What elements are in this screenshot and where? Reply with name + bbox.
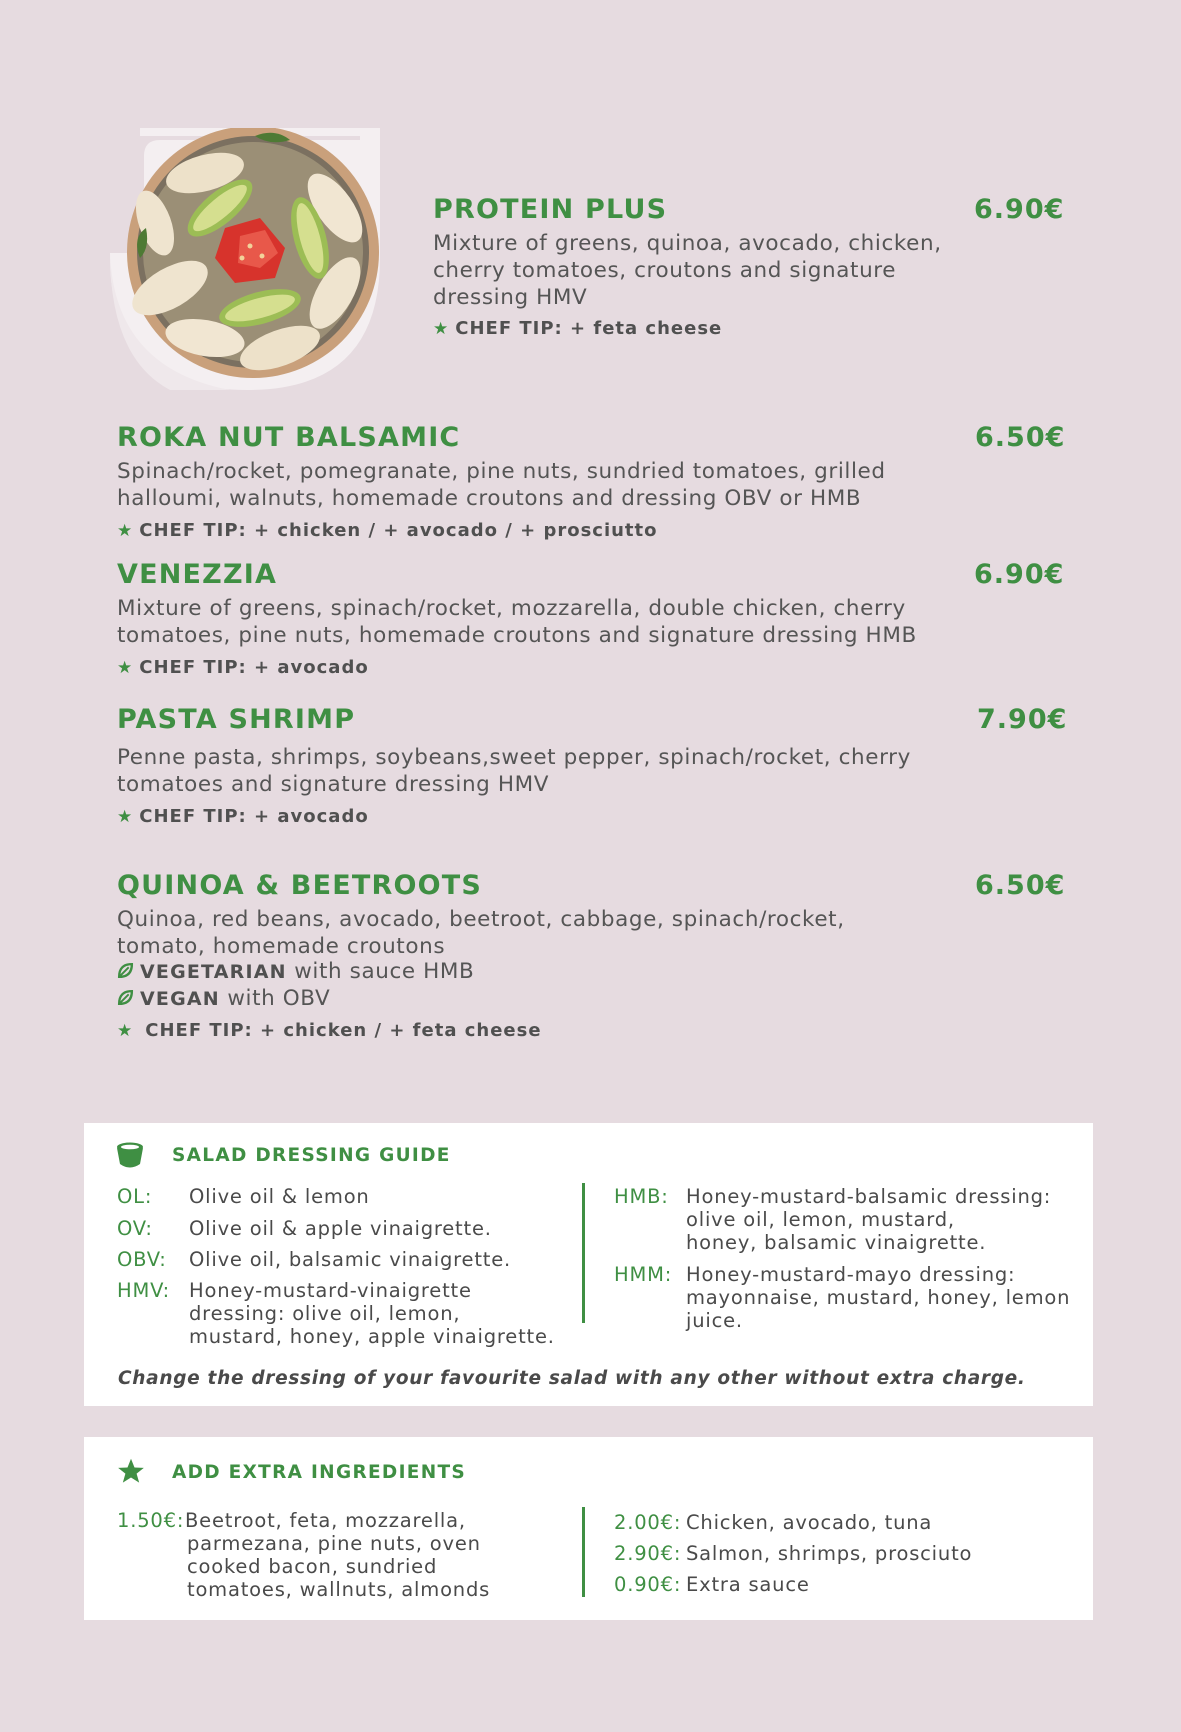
item-description: Quinoa, red beans, avocado, beetroot, cabbage, spinach/rocket, tomato, homemade croutons: [117, 907, 845, 959]
star-icon: ★: [117, 1021, 134, 1041]
item-description: Spinach/rocket, pomegranate, pine nuts, sundried tomatoes, grilled halloumi, walnuts, homemade croutons and dressing OBV or HMB: [117, 459, 886, 511]
chef-tip: ★ CHEF TIP: + avocado: [117, 806, 369, 827]
box-title: SALAD DRESSING GUIDE: [172, 1145, 451, 1166]
star-icon: ★: [117, 658, 134, 678]
cup-icon: [116, 1141, 144, 1169]
item-name: VENEZZIA: [117, 559, 278, 590]
item-price: 6.50€: [975, 870, 1066, 901]
item-name: QUINOA & BEETROOTS: [117, 870, 483, 901]
item-price: 6.90€: [974, 194, 1065, 225]
dressing-guide: SALAD DRESSING GUIDE OL: Olive oil & lemon OV: Olive oil & apple vinaigrette. OBV: Olive oil, balsamic vinaigrette. HMV: Honey-mustard-vinaigrette dressing: olive oil, lemon, mustard, honey, apple vinaigrette. HMB: Honey-mustard-balsamic dressing: olive oil, lemon, mustard, honey, balsamic vinaigrette. HMM: Honey-mustard-mayo dressing: mayonnaise, mustard, honey, lemon juice. Change the dressing of your favourite salad with any other without extra charge.: [84, 1123, 1093, 1406]
star-icon: ★: [117, 807, 134, 827]
star-icon: ★: [433, 319, 450, 339]
vegetarian-note: VEGETARIAN with sauce HMB: [117, 959, 474, 984]
item-price: 7.90€: [977, 704, 1068, 735]
item-description: Mixture of greens, quinoa, avocado, chicken, cherry tomatoes, croutons and signature dressing HMV: [433, 231, 942, 310]
column-divider: [582, 1507, 585, 1597]
vegan-note: VEGAN with OBV: [117, 986, 330, 1011]
item-name: ROKA NUT BALSAMIC: [117, 422, 461, 453]
column-divider: [582, 1183, 585, 1323]
chef-tip: ★ CHEF TIP: + chicken / + avocado / + prosciutto: [117, 520, 658, 541]
item-description: Penne pasta, shrimps, soybeans,sweet pepper, spinach/rocket, cherry tomatoes and signature dressing HMV: [117, 745, 911, 797]
leaf-icon: [117, 962, 134, 979]
dressing-note: Change the dressing of your favourite salad with any other without extra charge.: [118, 1368, 1026, 1389]
item-name: PROTEIN PLUS: [433, 194, 668, 225]
item-price: 6.50€: [975, 422, 1066, 453]
chef-tip: ★ CHEF TIP: + feta cheese: [433, 318, 723, 339]
box-title: ADD EXTRA INGREDIENTS: [172, 1462, 467, 1483]
leaf-icon: [117, 989, 134, 1006]
star-icon: [117, 1457, 145, 1485]
item-price: 6.90€: [974, 559, 1065, 590]
chef-tip: ★ CHEF TIP: + chicken / + feta cheese: [117, 1020, 542, 1041]
star-icon: ★: [117, 521, 134, 541]
salad-bowl-image: [110, 128, 386, 390]
item-description: Mixture of greens, spinach/rocket, mozzarella, double chicken, cherry tomatoes, pine nuts, homemade croutons and signature dressing HMB: [117, 596, 917, 648]
chef-tip: ★ CHEF TIP: + avocado: [117, 657, 369, 678]
item-name: PASTA SHRIMP: [117, 704, 356, 735]
extra-ingredients: ADD EXTRA INGREDIENTS 1.50€: Beetroot, feta, mozzarella, parmezana, pine nuts, oven cooked bacon, sundried tomatoes, wallnuts, almonds 2.00€: Chicken, avocado, tuna 2.90€: Salmon, shrimps, prosciuto 0.90€: Extra sauce: [84, 1437, 1093, 1620]
